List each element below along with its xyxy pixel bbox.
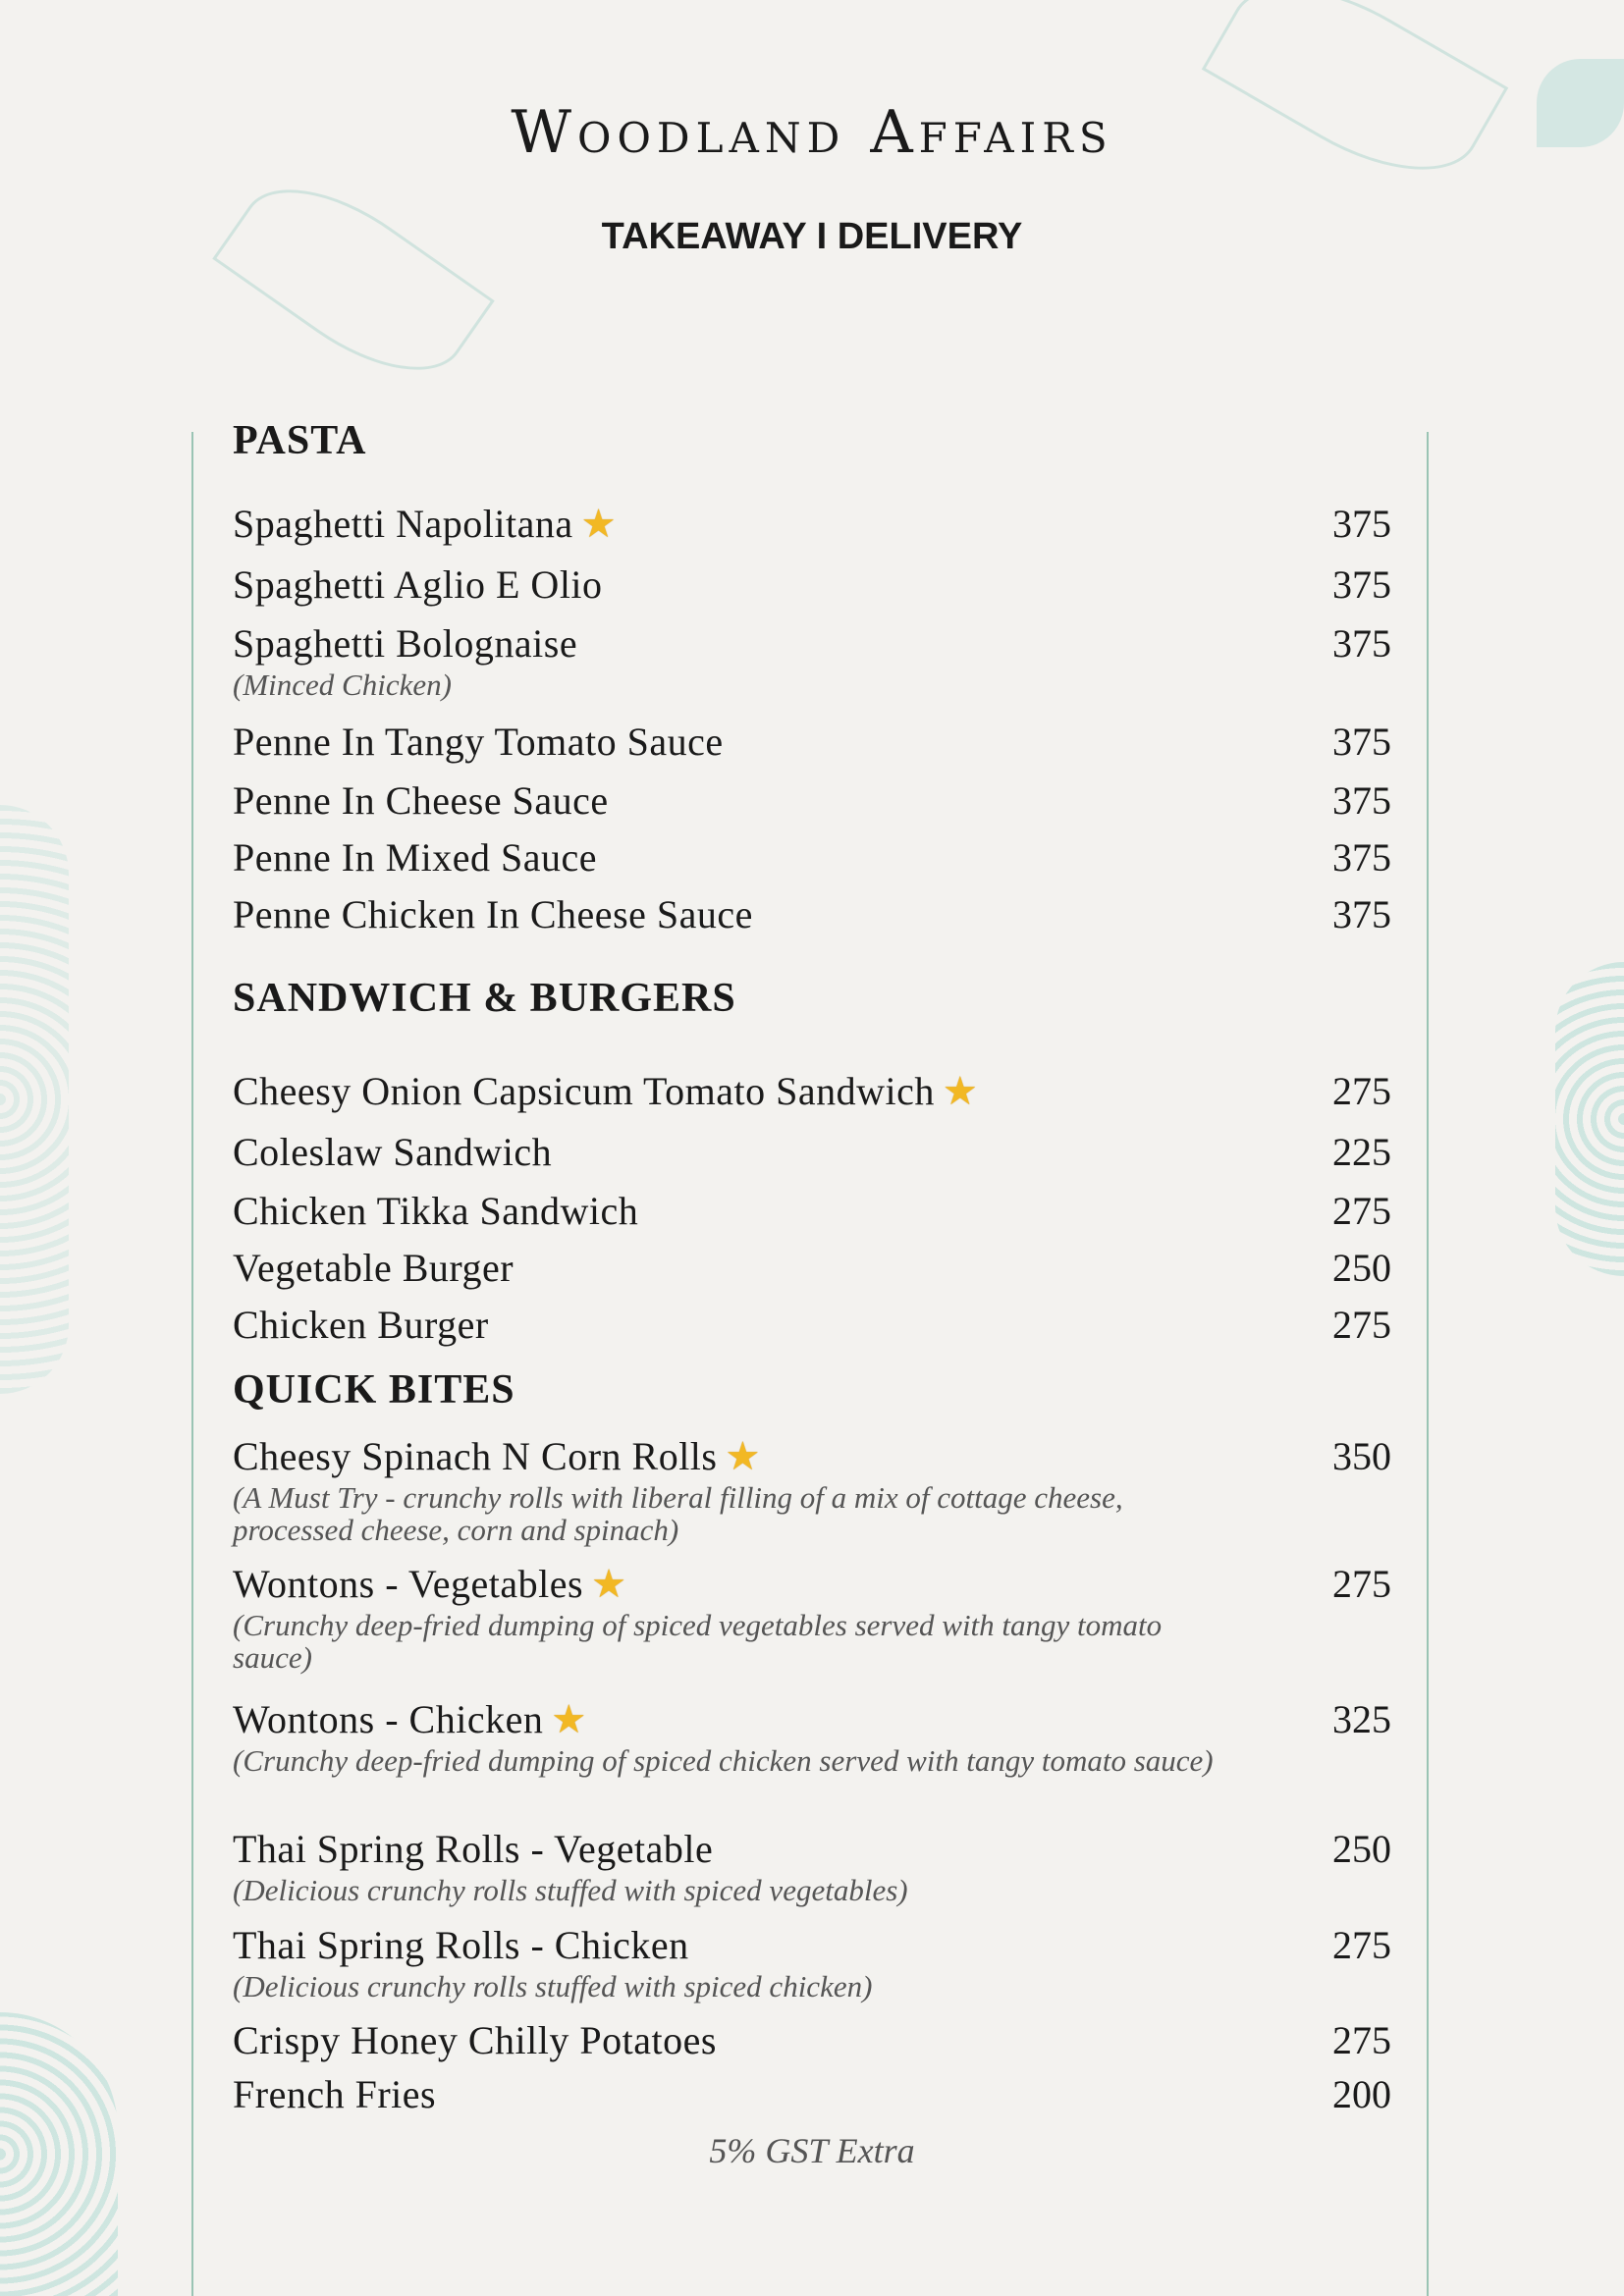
restaurant-title: Woodland Affairs	[511, 98, 1113, 167]
item-name: Thai Spring Rolls - Chicken	[233, 1923, 689, 1967]
item-price: 275	[1332, 1303, 1391, 1347]
menu-item	[233, 834, 1391, 881]
item-price: 200	[1332, 2072, 1391, 2116]
menu-item	[233, 1922, 1391, 2002]
menu-item	[233, 1068, 1391, 1114]
menu-item	[233, 891, 1391, 937]
menu-item	[233, 2071, 1391, 2117]
menu-item	[233, 501, 1391, 547]
item-price: 250	[1332, 1827, 1391, 1871]
section-heading: QUICK BITES	[233, 1367, 515, 1413]
item-price: 350	[1332, 1434, 1391, 1478]
item-price: 275	[1332, 1923, 1391, 1967]
wave-decoration	[0, 805, 69, 1394]
item-name: Penne In Tangy Tomato Sauce	[233, 720, 724, 764]
item-price: 375	[1332, 502, 1391, 546]
menu-item	[233, 719, 1391, 765]
section-heading: PASTA	[233, 418, 367, 463]
menu-item	[233, 1696, 1391, 1777]
service-subtitle: TAKEAWAY I DELIVERY	[601, 216, 1023, 257]
item-name: Wontons - Chicken	[233, 1697, 544, 1741]
menu-item	[233, 1826, 1391, 1906]
section-heading: SANDWICH & BURGERS	[233, 976, 736, 1021]
item-price: 375	[1332, 778, 1391, 823]
item-name: Cheesy Spinach N Corn Rolls	[233, 1434, 718, 1478]
item-price: 375	[1332, 562, 1391, 607]
star-icon: ★	[725, 1434, 761, 1478]
item-name: Spaghetti Napolitana	[233, 502, 573, 546]
item-price: 375	[1332, 621, 1391, 666]
item-name: Penne Chicken In Cheese Sauce	[233, 892, 753, 936]
star-icon: ★	[591, 1562, 626, 1606]
item-price: 325	[1332, 1697, 1391, 1741]
item-name: Vegetable Burger	[233, 1246, 514, 1290]
item-price: 375	[1332, 835, 1391, 880]
leaf-decoration	[212, 154, 495, 405]
menu-item	[233, 1129, 1391, 1175]
item-name: Chicken Burger	[233, 1303, 489, 1347]
item-price: 375	[1332, 892, 1391, 936]
item-name: Chicken Tikka Sandwich	[233, 1189, 639, 1233]
menu-item	[233, 1188, 1391, 1234]
item-description: (Delicious crunchy rolls stuffed with spiced vegetables)	[233, 1873, 908, 1907]
item-name: Crispy Honey Chilly Potatoes	[233, 2018, 717, 2062]
menu-item	[233, 1302, 1391, 1348]
item-name: Spaghetti Aglio E Olio	[233, 562, 603, 607]
star-icon: ★	[942, 1069, 978, 1113]
item-description: (Delicious crunchy rolls stuffed with spiced chicken)	[233, 1969, 873, 2003]
item-price: 275	[1332, 2018, 1391, 2062]
item-name: Spaghetti Bolognaise	[233, 621, 578, 666]
item-price: 275	[1332, 1189, 1391, 1233]
star-icon: ★	[580, 502, 617, 546]
gst-note: 5% GST Extra	[709, 2131, 915, 2170]
menu-item	[233, 1433, 1391, 1546]
menu-item	[233, 561, 1391, 608]
item-name: Penne In Mixed Sauce	[233, 835, 598, 880]
item-name: Wontons - Vegetables	[233, 1562, 584, 1606]
item-description: (A Must Try - crunchy rolls with liberal filling of a mix of cottage cheese, processed cheese, corn and spinach)	[233, 1480, 1123, 1547]
menu-item	[233, 2017, 1391, 2063]
item-name: Penne In Cheese Sauce	[233, 778, 609, 823]
item-name: Coleslaw Sandwich	[233, 1130, 553, 1174]
item-price: 225	[1332, 1130, 1391, 1174]
wave-decoration	[1555, 962, 1624, 1276]
item-name: French Fries	[233, 2072, 437, 2116]
menu-item	[233, 1561, 1391, 1674]
star-icon: ★	[551, 1697, 587, 1741]
item-price: 250	[1332, 1246, 1391, 1290]
item-description: (Crunchy deep-fried dumping of spiced chicken served with tangy tomato sauce)	[233, 1743, 1214, 1778]
item-price: 375	[1332, 720, 1391, 764]
item-price: 275	[1332, 1069, 1391, 1113]
item-price: 275	[1332, 1562, 1391, 1606]
item-description: (Minced Chicken)	[233, 667, 452, 702]
item-name: Thai Spring Rolls - Vegetable	[233, 1827, 714, 1871]
item-name: Cheesy Onion Capsicum Tomato Sandwich	[233, 1069, 935, 1113]
item-description: (Crunchy deep-fried dumping of spiced vegetables served with tangy tomato sauce)	[233, 1608, 1163, 1675]
menu-item	[233, 1245, 1391, 1291]
menu-item	[233, 777, 1391, 824]
right-border-line	[1427, 432, 1429, 2296]
left-border-line	[191, 432, 193, 2296]
menu-item	[233, 620, 1391, 701]
